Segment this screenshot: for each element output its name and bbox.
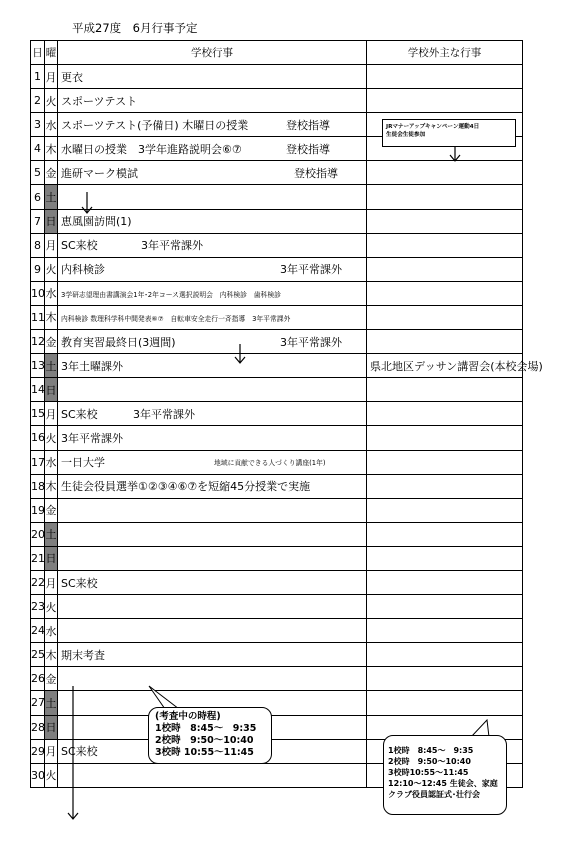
day-cell: 4 [31, 137, 45, 161]
event-note: 登校指導 [294, 166, 338, 180]
event-text: スポーツテスト [61, 94, 138, 108]
day-cell: 14 [31, 378, 45, 402]
day-cell: 26 [31, 667, 45, 691]
weekday-cell: 火 [45, 426, 58, 450]
day-cell: 17 [31, 450, 45, 474]
weekday-cell: 土 [45, 691, 58, 715]
event-cell [58, 113, 367, 137]
jr-campaign-note [382, 119, 516, 147]
external-event-cell [367, 161, 523, 185]
event-cell [58, 161, 367, 185]
event-cell [58, 378, 367, 402]
weekday-cell: 火 [45, 763, 58, 787]
arrow-down-icon [80, 192, 94, 214]
exam-time-heading: (考査中の時程) [155, 711, 221, 722]
weekday-cell: 月 [45, 233, 58, 257]
weekday-cell: 木 [45, 474, 58, 498]
day-cell: 13 [31, 354, 45, 378]
event-cell [58, 498, 367, 522]
table-row [31, 257, 523, 281]
external-event-cell [367, 474, 523, 498]
event-cell [58, 450, 367, 474]
external-event-cell [367, 89, 523, 113]
day-cell: 20 [31, 522, 45, 546]
weekday-cell: 月 [45, 65, 58, 89]
event-cell [58, 643, 367, 667]
day-cell: 25 [31, 643, 45, 667]
external-event-cell [367, 619, 523, 643]
event-text: 3年平常課外 [61, 431, 123, 445]
event-text: 生徒会役員選挙①②③④⑥⑦を短縮45分授業で実施 [61, 480, 311, 494]
event-text: 3年土曜課外 [61, 359, 123, 373]
external-event-cell [367, 522, 523, 546]
event-cell [58, 257, 367, 281]
event-text: 内科検診 [61, 263, 105, 277]
day-cell: 7 [31, 209, 45, 233]
event-cell [58, 474, 367, 498]
header-day: 日 [31, 41, 45, 65]
table-row [31, 89, 523, 113]
header-dow: 曜 [45, 41, 58, 65]
event-note: 3年平常課外 [133, 407, 195, 421]
arrow-down-icon [233, 344, 247, 364]
external-event-cell [367, 378, 523, 402]
external-event-cell [367, 330, 523, 354]
event-text: SC来校 [61, 239, 98, 253]
exam-time-callout [148, 707, 272, 764]
weekday-cell: 日 [45, 378, 58, 402]
weekday-cell: 木 [45, 643, 58, 667]
weekday-cell: 土 [45, 522, 58, 546]
event-text: SC来校 [61, 576, 98, 590]
external-event-cell [367, 667, 523, 691]
external-event-cell [367, 402, 523, 426]
event-text: 更衣 [61, 70, 83, 84]
day-cell: 9 [31, 257, 45, 281]
table-header [31, 41, 523, 65]
day-cell: 16 [31, 426, 45, 450]
day-cell: 3 [31, 113, 45, 137]
event-text: 水曜日の授業 3学年進路説明会⑥⑦ [61, 142, 242, 156]
external-event-cell [367, 546, 523, 570]
exam-time-line: 2校時 9:50～10:40 [155, 735, 254, 746]
weekday-cell: 金 [45, 498, 58, 522]
event-cell [58, 281, 367, 305]
table-row [31, 378, 523, 402]
event-cell [58, 402, 367, 426]
table-row [31, 281, 523, 305]
weekday-cell: 日 [45, 546, 58, 570]
external-event-cell [367, 450, 523, 474]
external-event-cell [367, 498, 523, 522]
table-row [31, 691, 523, 715]
page-title: 平成27度 6月行事予定 [72, 21, 198, 35]
external-event-cell [367, 305, 523, 329]
event-text: 3学研志望理由書講演会1年･2年コース選択説明会 内科検診 歯科検診 [61, 290, 281, 299]
external-event-cell [367, 643, 523, 667]
day-cell: 6 [31, 185, 45, 209]
event-cell [58, 233, 367, 257]
event-cell [58, 546, 367, 570]
event-text: 恵風園訪問(1) [61, 215, 132, 229]
external-event-cell [367, 281, 523, 305]
table-row [31, 65, 523, 89]
event-text: 一日大学 [61, 456, 105, 470]
ext-time-line: クラブ役員認証式･壮行会 [388, 790, 480, 799]
day-cell: 21 [31, 546, 45, 570]
table-row [31, 474, 523, 498]
arrow-down-icon [448, 146, 462, 162]
event-text: スポーツテスト(予備日) 木曜日の授業 [61, 118, 249, 132]
table-row [31, 546, 523, 570]
weekday-cell: 土 [45, 185, 58, 209]
table-row [31, 570, 523, 594]
day-cell: 15 [31, 402, 45, 426]
day-cell: 28 [31, 715, 45, 739]
event-note: 3年平常課外 [280, 263, 342, 277]
weekday-cell: 日 [45, 715, 58, 739]
day-cell: 23 [31, 595, 45, 619]
ext-time-line: 3校時10:55～11:45 [388, 768, 469, 777]
day-cell: 8 [31, 233, 45, 257]
event-cell [58, 763, 367, 787]
event-note: 登校指導 [286, 118, 330, 132]
event-cell [58, 667, 367, 691]
event-cell [58, 330, 367, 354]
day-cell: 5 [31, 161, 45, 185]
weekday-cell: 土 [45, 354, 58, 378]
day-cell: 18 [31, 474, 45, 498]
day-cell: 1 [31, 65, 45, 89]
table-row [31, 402, 523, 426]
table-row [31, 354, 523, 378]
event-cell [58, 570, 367, 594]
event-cell [58, 65, 367, 89]
arrow-down-icon [66, 686, 80, 821]
event-cell [58, 305, 367, 329]
weekday-cell: 木 [45, 137, 58, 161]
external-event-cell [367, 570, 523, 594]
ext-time-line: 1校時 8:45～ 9:35 [388, 746, 474, 755]
day-cell: 10 [31, 281, 45, 305]
day-cell: 2 [31, 89, 45, 113]
weekday-cell: 火 [45, 89, 58, 113]
table-row [31, 209, 523, 233]
event-cell [58, 619, 367, 643]
event-note: 3年平常課外 [141, 239, 203, 253]
day-cell: 30 [31, 763, 45, 787]
external-event-cell [367, 595, 523, 619]
table-row [31, 233, 523, 257]
event-note: 地域に貢献できる人づくり講座(1年) [214, 459, 326, 468]
event-cell [58, 185, 367, 209]
exam-time-line: 1校時 8:45～ 9:35 [155, 723, 257, 734]
weekday-cell: 月 [45, 739, 58, 763]
external-time-callout [383, 735, 507, 815]
event-cell [58, 209, 367, 233]
table-row [31, 667, 523, 691]
table-row [31, 498, 523, 522]
weekday-cell: 月 [45, 402, 58, 426]
weekday-cell: 木 [45, 305, 58, 329]
day-cell: 12 [31, 330, 45, 354]
day-cell: 11 [31, 305, 45, 329]
weekday-cell: 金 [45, 330, 58, 354]
event-cell [58, 522, 367, 546]
weekday-cell: 水 [45, 281, 58, 305]
external-event-cell [367, 257, 523, 281]
event-cell [58, 595, 367, 619]
weekday-cell: 水 [45, 619, 58, 643]
table-row [31, 619, 523, 643]
weekday-cell: 火 [45, 595, 58, 619]
event-text: SC来校 [61, 407, 98, 421]
event-cell [58, 89, 367, 113]
jr-note-line: JRマナーアップキャンペーン運動4日 [386, 124, 480, 130]
external-event-cell [367, 691, 523, 715]
table-row [31, 426, 523, 450]
table-row [31, 161, 523, 185]
jr-note-line: 生徒会生徒参加 [386, 132, 426, 138]
table-row [31, 185, 523, 209]
event-text: 教育実習最終日(3週間) [61, 335, 176, 349]
day-cell: 24 [31, 619, 45, 643]
weekday-cell: 金 [45, 667, 58, 691]
weekday-cell: 金 [45, 161, 58, 185]
weekday-cell: 水 [45, 450, 58, 474]
external-event-cell [367, 185, 523, 209]
table-row [31, 330, 523, 354]
day-cell: 19 [31, 498, 45, 522]
event-cell [58, 354, 367, 378]
table-row [31, 305, 523, 329]
event-note: 登校指導 [286, 142, 330, 156]
external-event-cell: 県北地区デッサン講習会(本校会場) [367, 354, 523, 378]
ext-time-line: 12:10～12:45 生徒会、家庭 [388, 779, 498, 788]
header-external: 学校外主な行事 [367, 41, 523, 65]
event-cell [58, 137, 367, 161]
weekday-cell: 水 [45, 113, 58, 137]
event-text: 内科検診 数理科学科中間発表⑥⑦ 自転車安全走行一斉指導 3年平常課外 [61, 314, 291, 323]
table-row [31, 450, 523, 474]
table-row [31, 522, 523, 546]
weekday-cell: 月 [45, 570, 58, 594]
day-cell: 22 [31, 570, 45, 594]
external-event-cell [367, 65, 523, 89]
header-events: 学校行事 [58, 41, 367, 65]
ext-time-line: 2校時 9:50～10:40 [388, 757, 471, 766]
weekday-cell: 火 [45, 257, 58, 281]
exam-time-line: 3校時 10:55～11:45 [155, 747, 254, 758]
event-cell [58, 426, 367, 450]
event-text: 期末考査 [61, 648, 105, 662]
event-text: SC来校 [61, 745, 98, 759]
day-cell: 27 [31, 691, 45, 715]
table-row [31, 595, 523, 619]
external-event-cell [367, 233, 523, 257]
table-row [31, 643, 523, 667]
event-note: 3年平常課外 [280, 335, 342, 349]
event-text: 進研マーク模試 [61, 166, 138, 180]
day-cell: 29 [31, 739, 45, 763]
weekday-cell: 日 [45, 209, 58, 233]
external-event-cell [367, 209, 523, 233]
external-event-cell [367, 426, 523, 450]
